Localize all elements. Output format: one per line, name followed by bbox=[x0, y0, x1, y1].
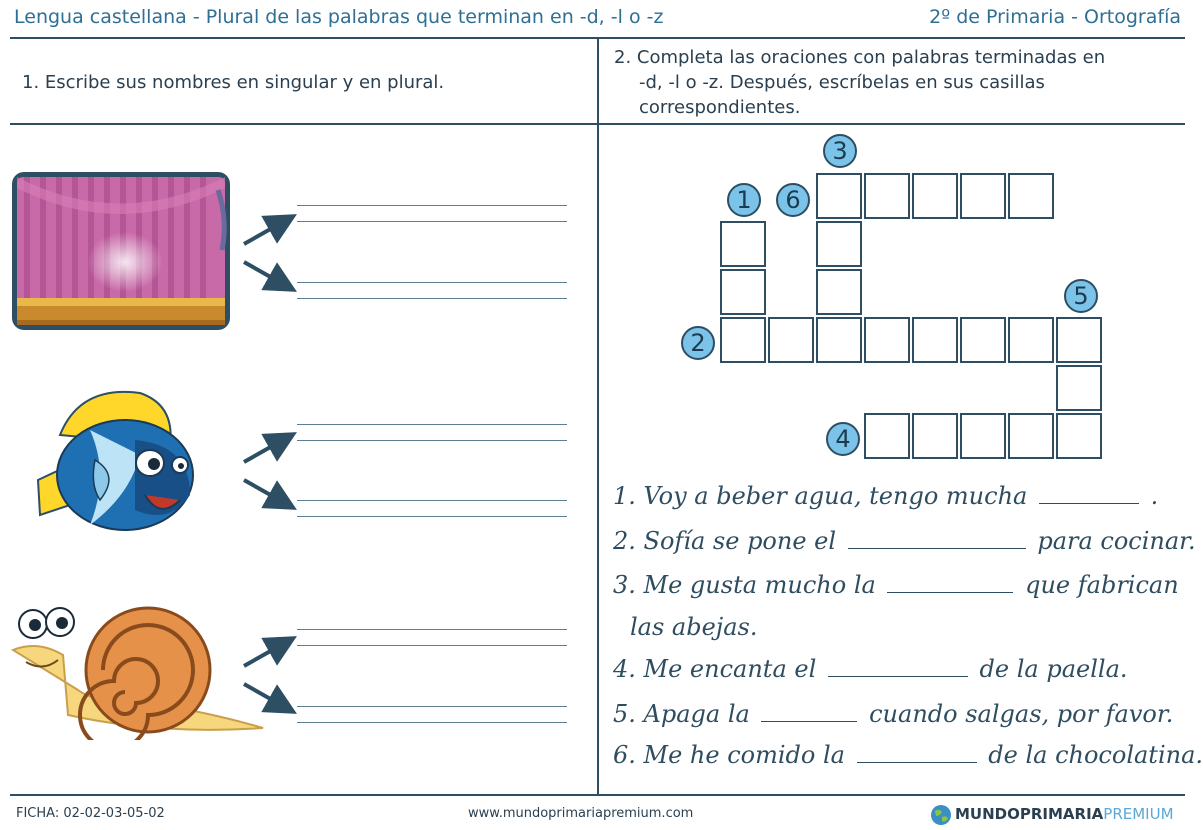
crossword-cell[interactable] bbox=[912, 317, 958, 363]
sentence-4-start: 4. Me encanta el bbox=[613, 655, 817, 683]
sentence-6-blank[interactable] bbox=[857, 748, 977, 763]
sentence-1-blank[interactable] bbox=[1039, 489, 1139, 504]
arrows-group bbox=[238, 200, 308, 730]
crossword-cell[interactable] bbox=[864, 173, 910, 219]
sentence-6 bbox=[613, 741, 1203, 769]
crossword-number-1: 1 bbox=[727, 183, 761, 217]
sentence-3 bbox=[613, 571, 1179, 599]
sentence-3-continuation: las abejas. bbox=[630, 613, 758, 641]
crossword-number-2: 2 bbox=[681, 326, 715, 360]
worksheet-title: Lengua castellana - Plural de las palabras que terminan en -d, -l o -z bbox=[14, 6, 664, 28]
crossword-cell[interactable] bbox=[864, 317, 910, 363]
crossword-cell[interactable] bbox=[864, 413, 910, 459]
sentence-4-end: de la paella. bbox=[979, 655, 1128, 683]
crossword-cell[interactable] bbox=[1008, 413, 1054, 459]
sentence-4 bbox=[613, 655, 1128, 683]
sentence-4-blank[interactable] bbox=[828, 662, 968, 677]
crossword-cell[interactable] bbox=[960, 413, 1006, 459]
sentence-1-start: 1. Voy a beber agua, tengo mucha bbox=[613, 482, 1028, 510]
sentence-2-end: para cocinar. bbox=[1037, 527, 1196, 555]
answer-line[interactable] bbox=[297, 282, 567, 283]
crossword-cell[interactable] bbox=[1056, 317, 1102, 363]
answer-line[interactable] bbox=[297, 629, 567, 630]
sentence-2-start: 2. Sofía se pone el bbox=[613, 527, 837, 555]
globe-icon bbox=[930, 804, 952, 826]
crossword-cell[interactable] bbox=[912, 173, 958, 219]
crossword-cell[interactable] bbox=[768, 317, 814, 363]
crossword-cell[interactable] bbox=[912, 413, 958, 459]
crossword-cell[interactable] bbox=[720, 317, 766, 363]
crossword-cell[interactable] bbox=[720, 269, 766, 315]
sentence-5-end: cuando salgas, por favor. bbox=[869, 700, 1174, 728]
answer-line[interactable] bbox=[297, 516, 567, 517]
crossword-cell[interactable] bbox=[960, 317, 1006, 363]
crossword-number-3: 3 bbox=[823, 134, 857, 168]
answer-line[interactable] bbox=[297, 645, 567, 646]
crossword-cell[interactable] bbox=[816, 317, 862, 363]
crossword-number-4: 4 bbox=[826, 422, 860, 456]
sentence-5 bbox=[613, 700, 1173, 728]
crossword-cell[interactable] bbox=[960, 173, 1006, 219]
brand-word-1: MUNDO bbox=[955, 805, 1020, 823]
course-label: 2º de Primaria - Ortografía bbox=[929, 6, 1181, 28]
exercise2-instruction-line3: correspondientes. bbox=[639, 97, 801, 118]
crossword-cell[interactable] bbox=[1056, 365, 1102, 411]
answer-line[interactable] bbox=[297, 500, 567, 501]
answer-line[interactable] bbox=[297, 205, 567, 206]
brand-word-2: PRIMARIA bbox=[1019, 805, 1104, 823]
brand-logo bbox=[955, 805, 1174, 823]
sentence-3-end: que fabrican bbox=[1025, 571, 1179, 599]
sentence-5-start: 5. Apaga la bbox=[613, 700, 750, 728]
sentence-3-start: 3. Me gusta mucho la bbox=[613, 571, 876, 599]
ficha-code: FICHA: 02-02-03-05-02 bbox=[16, 806, 165, 821]
answer-line[interactable] bbox=[297, 298, 567, 299]
website-link[interactable]: www.mundoprimariapremium.com bbox=[468, 806, 694, 821]
snail-picture bbox=[8, 600, 268, 740]
sentence-1-end: . bbox=[1150, 482, 1159, 510]
crossword-number-5: 5 bbox=[1064, 279, 1098, 313]
crossword-cell[interactable] bbox=[816, 173, 862, 219]
crossword-cell[interactable] bbox=[1056, 413, 1102, 459]
sentence-2-blank[interactable] bbox=[848, 534, 1026, 549]
brand-word-3: PREMIUM bbox=[1103, 805, 1174, 823]
fish-picture bbox=[30, 385, 200, 550]
crossword-cell[interactable] bbox=[816, 269, 862, 315]
sentence-1 bbox=[613, 482, 1158, 510]
sentence-5-blank[interactable] bbox=[761, 707, 857, 722]
exercise2-instruction-line1: 2. Completa las oraciones con palabras terminadas en bbox=[614, 47, 1106, 68]
stage-curtain-picture bbox=[10, 170, 232, 332]
answer-line[interactable] bbox=[297, 706, 567, 707]
crossword-cell[interactable] bbox=[1008, 317, 1054, 363]
sentence-6-start: 6. Me he comido la bbox=[613, 741, 845, 769]
column-divider bbox=[597, 38, 599, 795]
answer-line[interactable] bbox=[297, 221, 567, 222]
crossword-cell[interactable] bbox=[1008, 173, 1054, 219]
answer-line[interactable] bbox=[297, 440, 567, 441]
answer-line[interactable] bbox=[297, 722, 567, 723]
answer-line[interactable] bbox=[297, 424, 567, 425]
sentence-6-end: de la chocolatina. bbox=[988, 741, 1203, 769]
sentence-3-blank[interactable] bbox=[887, 578, 1013, 593]
crossword-number-6: 6 bbox=[776, 183, 810, 217]
exercise2-instruction bbox=[614, 45, 1174, 120]
crossword-cell[interactable] bbox=[816, 221, 862, 267]
crossword-cell[interactable] bbox=[720, 221, 766, 267]
exercise1-instruction: 1. Escribe sus nombres en singular y en plural. bbox=[22, 72, 445, 93]
exercise2-instruction-line2: -d, -l o -z. Después, escríbelas en sus casillas bbox=[639, 72, 1045, 93]
sentence-2 bbox=[613, 527, 1196, 555]
